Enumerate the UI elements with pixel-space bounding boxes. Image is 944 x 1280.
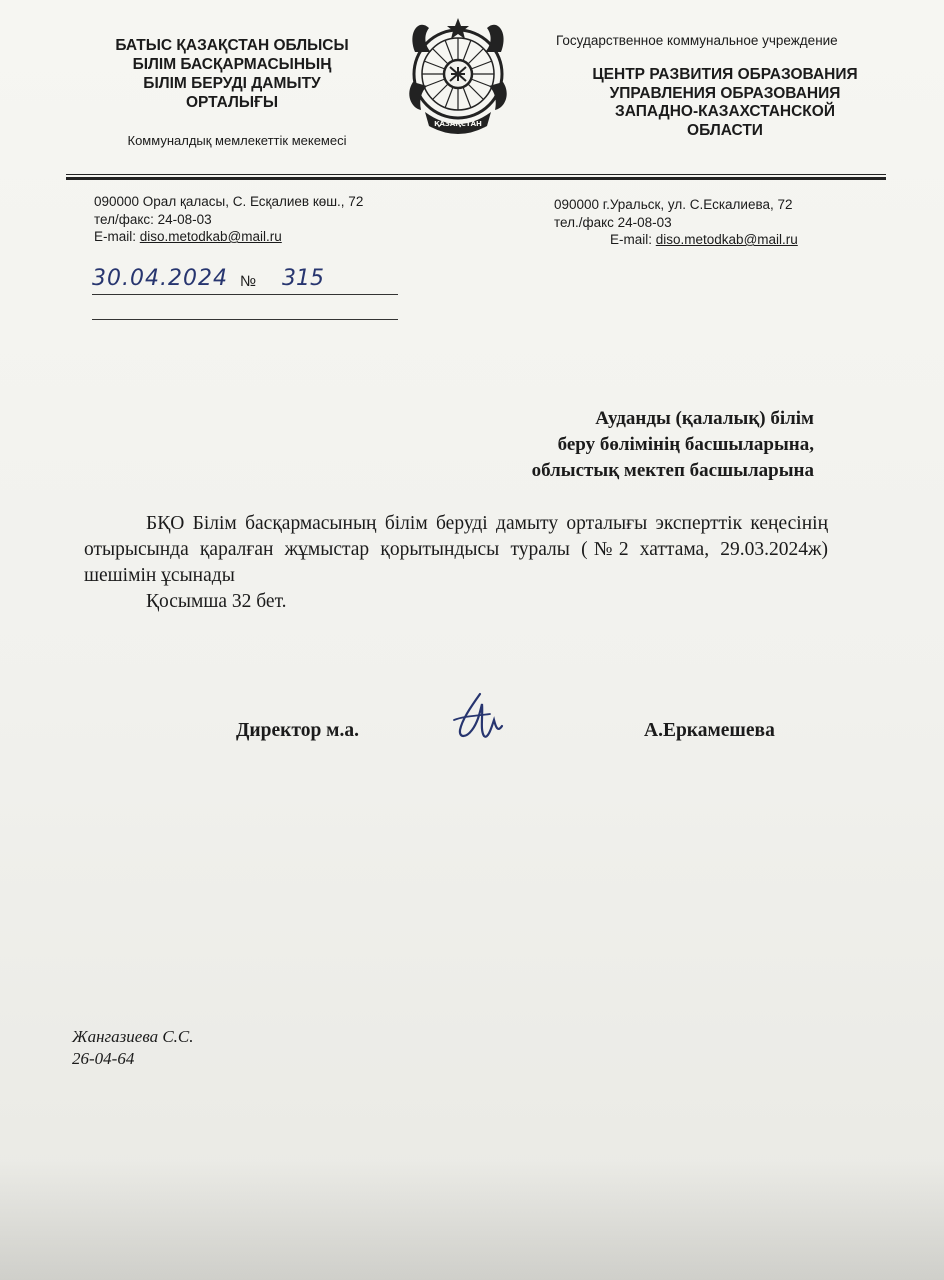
- address-ru-email-row: [554, 231, 798, 249]
- address-kz-email-row: [94, 228, 363, 246]
- letter-body: [84, 511, 828, 615]
- addressee-line: Ауданды (қалалық) білім: [595, 408, 814, 429]
- email-link-kz[interactable]: diso.metodkab@mail.ru: [139, 229, 282, 244]
- signatory-title: Директор м.а.: [236, 720, 359, 741]
- header-ru-line: ОБЛАСТИ: [687, 121, 763, 139]
- addressee-line: облыстық мектеп басшыларына: [531, 460, 814, 481]
- header-ru-line: УПРАВЛЕНИЯ ОБРАЗОВАНИЯ: [609, 84, 841, 102]
- signatory-name: А.Еркамешева: [644, 720, 775, 741]
- header-kz-line: БІЛІМ БЕРУДІ ДАМЫТУ: [143, 75, 321, 92]
- registration-underline: [92, 294, 398, 295]
- header-divider-thin: [66, 174, 886, 175]
- header-ru-line: ЦЕНТР РАЗВИТИЯ ОБРАЗОВАНИЯ: [592, 66, 858, 83]
- header-kz-title: [92, 36, 372, 112]
- registration-number: 315: [282, 266, 324, 291]
- address-kz: [94, 193, 363, 246]
- registration-number-label: №: [240, 273, 257, 290]
- header-kz-line: БАТЫС ҚАЗАҚСТАН ОБЛЫСЫ: [115, 37, 349, 54]
- emblem-text: ҚАЗАҚСТАН: [434, 120, 482, 128]
- address-ru-line2: тел./факс 24-08-03: [554, 214, 672, 230]
- header-divider-thick: [66, 177, 886, 180]
- registration-date: 30.04.2024: [92, 266, 228, 291]
- address-ru-line1: 090000 г.Уральск, ул. С.Ескалиева, 72: [554, 197, 793, 212]
- attachment-note: Қосымша 32 бет.: [146, 591, 287, 612]
- registration-underline-second: [92, 319, 398, 320]
- executor-block: [72, 1026, 194, 1070]
- address-ru: [554, 196, 798, 249]
- addressee-block: [420, 406, 814, 484]
- header-ru-title: [560, 66, 890, 140]
- handwritten-signature-icon: [450, 690, 510, 746]
- header-kz-subtitle: Коммуналдық мемлекеттік мекемесі: [127, 133, 347, 148]
- header-kz-line: ОРТАЛЫҒЫ: [185, 94, 279, 111]
- header-kz-line: БІЛІМ БАСҚАРМАСЫНЫҢ: [132, 56, 332, 73]
- photo-shadow: [0, 1160, 944, 1280]
- header-ru-subtitle: Государственное коммунальное учреждение: [556, 33, 838, 48]
- addressee-line: беру бөлімінің басшыларына,: [557, 434, 814, 455]
- email-label: E-mail:: [610, 232, 656, 247]
- address-kz-line2: тел/факс: 24-08-03: [94, 211, 212, 227]
- header-ru-line: ЗАПАДНО-КАЗАХСТАНСКОЙ: [615, 103, 835, 120]
- executor-phone: 26-04-64: [72, 1049, 135, 1068]
- kazakhstan-state-emblem-icon: [405, 12, 511, 136]
- executor-name: Жангазиева С.С.: [72, 1027, 194, 1046]
- address-kz-line1: 090000 Орал қаласы, С. Есқалиев көш., 72: [94, 194, 364, 209]
- email-link-ru[interactable]: diso.metodkab@mail.ru: [655, 232, 798, 247]
- email-label: E-mail:: [94, 229, 140, 244]
- body-paragraph: БҚО Білім басқармасының білім беруді дамыту орталығы эксперттік кеңесінің отырысында қаралған жұмыстар қорытындысы туралы (№2 хаттама, 29.03.2024ж) шешімін ұсынады: [84, 513, 828, 586]
